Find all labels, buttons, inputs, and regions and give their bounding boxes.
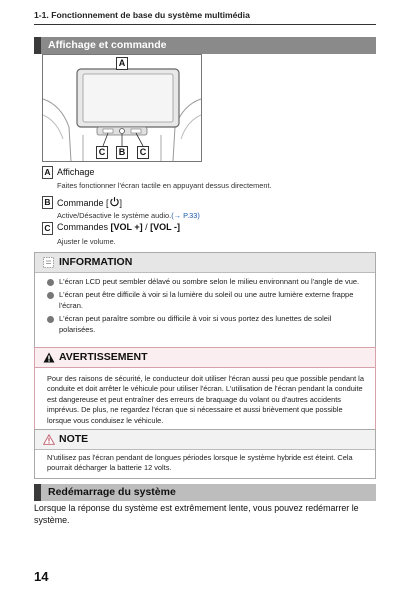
warning-panel (34, 347, 376, 433)
information-header (35, 253, 375, 273)
warning-header (35, 348, 375, 368)
information-bullet-text: L'écran LCD peut sembler délavé ou sombre selon le milieu environnant ou l'angle de vue. (59, 277, 360, 286)
caution-outline-icon (43, 434, 55, 445)
information-bullet (45, 290, 365, 311)
vol-down-label: [VOL -] (150, 222, 180, 232)
header-rule (34, 24, 376, 25)
item-desc-power-text: Active/Désactive le système audio. (57, 211, 172, 220)
item-title-volume-before: Commandes (57, 222, 111, 232)
section-heading-restart (34, 484, 376, 501)
vol-sep: / (142, 222, 151, 232)
section-title: Affichage et commande (48, 39, 167, 51)
info-icon (43, 257, 54, 268)
dashboard-illustration (42, 54, 202, 162)
power-icon (109, 196, 120, 207)
item-title-power-button (57, 196, 122, 208)
callout-b: B (116, 146, 128, 159)
callout-c-left: C (96, 146, 108, 159)
callout-c-right: C (137, 146, 149, 159)
item-title-power-after: ] (119, 198, 123, 208)
item-desc-volume: Ajuster le volume. (57, 237, 116, 246)
information-bullet-text: L'écran peut être difficile à voir si la lumière du soleil ou une autre lumière externe frappe l'écran. (59, 290, 354, 310)
information-bullet (45, 277, 365, 287)
note-panel (34, 429, 376, 479)
item-title-display: Affichage (57, 167, 95, 177)
section-heading-display (34, 37, 376, 54)
section-title: Redémarrage du système (48, 486, 176, 498)
item-title-volume (57, 222, 180, 232)
information-title: INFORMATION (59, 256, 133, 268)
information-bullet-text: L'écran peut paraître sombre ou difficile à voir si vous portez des lunettes de soleil polarisées. (59, 314, 332, 334)
item-title-power-before: Commande [ (57, 198, 109, 208)
restart-text: Lorsque la réponse du système est extrêmement lente, vous pouvez redémarrer le système. (34, 503, 359, 526)
information-bullet (45, 314, 365, 335)
note-text: N'utilisez pas l'écran pendant de longues périodes lorsque le système hybride est éteint. Cela pourrait décharger la batterie 12 volts. (47, 453, 353, 473)
item-letter-c: C (42, 222, 53, 235)
section-accent (34, 484, 41, 501)
page-link-p33[interactable]: (→ P.33) (171, 211, 200, 220)
warning-icon (43, 352, 55, 363)
item-letter-a: A (42, 166, 53, 179)
item-desc-power (57, 211, 200, 220)
callout-a: A (116, 57, 128, 70)
warning-text: Pour des raisons de sécurité, le conducteur doit utiliser l'écran aussi peu que possible pendant la conduite et doit arrêter le véhicule pour utiliser l'écran. L'utilisation de l'écran pendant la conduite est dangereuse et peut entraîner des erreurs de braquage du volant ou d'autres accidents imprévus. De plus, ne regardez l'écran que si nécessaire et aussi brièvement que possible lorsque vous conduisez le véhicule. (47, 374, 364, 425)
vol-up-label: [VOL +] (110, 222, 143, 232)
information-panel (34, 252, 376, 354)
note-title: NOTE (59, 433, 89, 445)
item-letter-b: B (42, 196, 53, 209)
page-number: 14 (34, 569, 49, 584)
item-desc-display: Faites fonctionner l'écran tactile en appuyant dessus directement. (57, 181, 272, 190)
information-body (35, 273, 375, 335)
note-header (35, 430, 375, 450)
bullet-dot (47, 292, 54, 299)
chapter-title: 1-1. Fonctionnement de base du système multimédia (34, 10, 250, 20)
warning-title: AVERTISSEMENT (59, 351, 148, 363)
bullet-dot (47, 316, 54, 323)
section-accent (34, 37, 41, 54)
bullet-dot (47, 279, 54, 286)
